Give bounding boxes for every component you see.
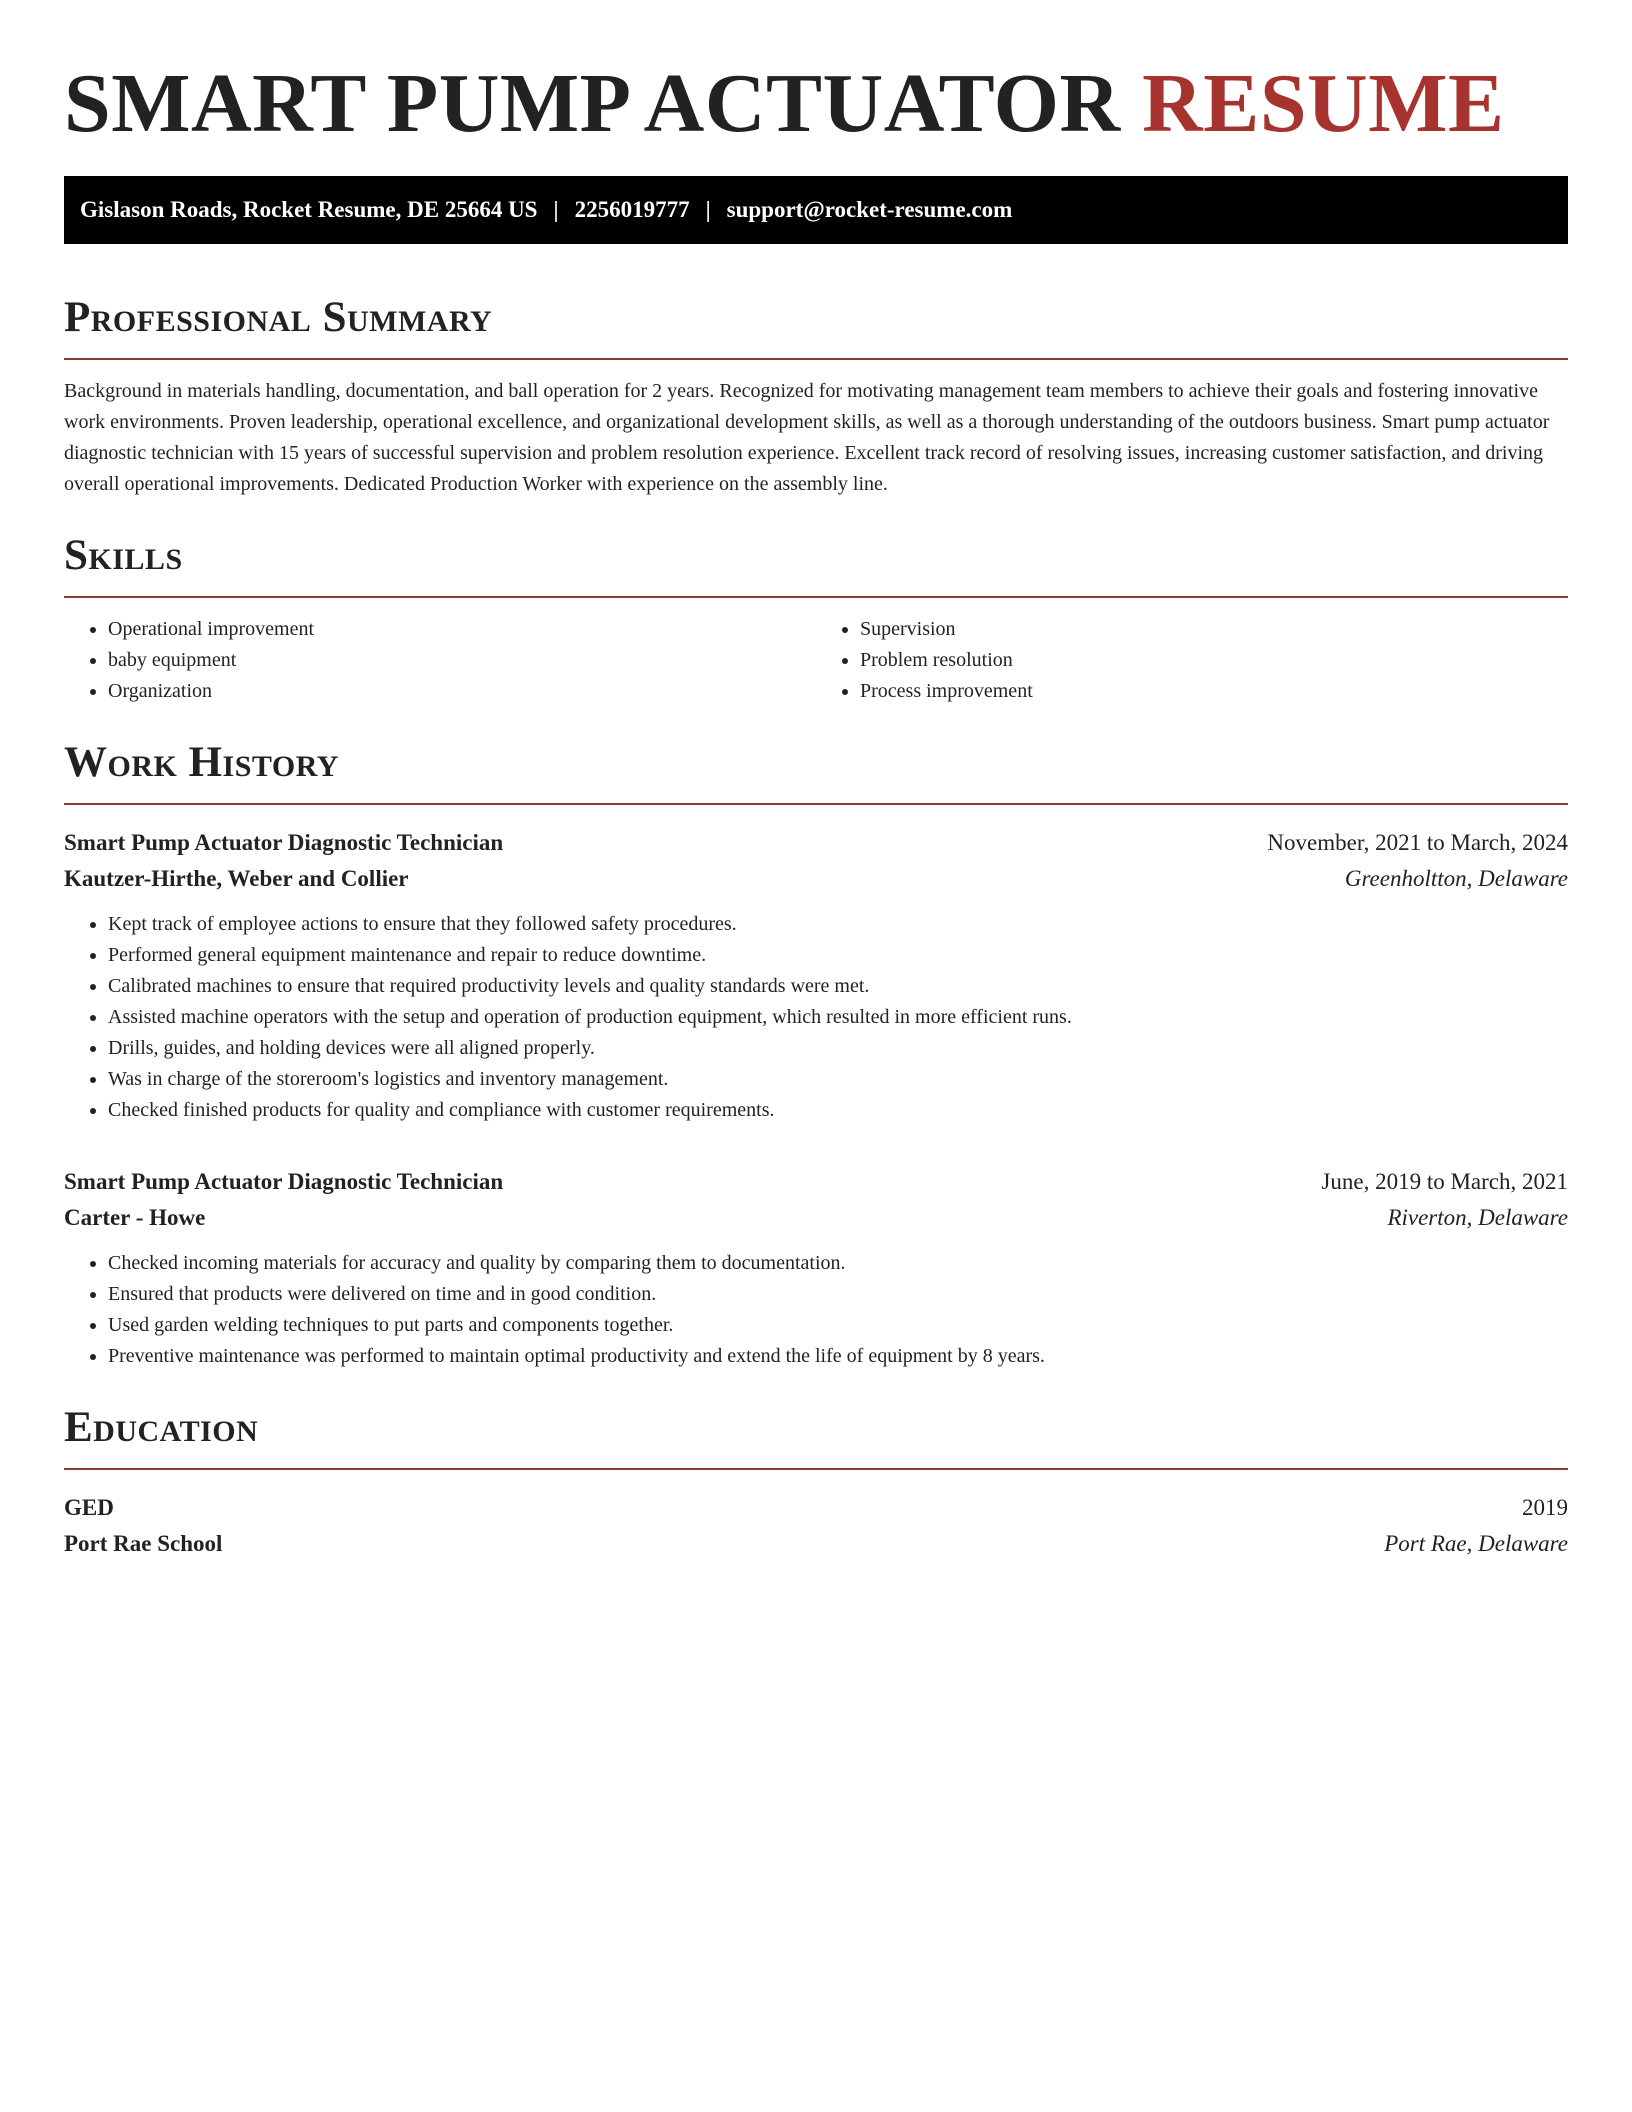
job-company-row	[64, 861, 1568, 897]
resume-title	[64, 56, 1568, 152]
skills-heading: Skills	[64, 532, 183, 579]
job-company: Carter - Howe	[64, 1205, 206, 1230]
job-duty: • Checked incoming materials for accuracy and quality by comparing them to documentation.	[108, 1248, 1568, 1279]
job-duties-list	[64, 1248, 1568, 1372]
job-duty: • Was in charge of the storeroom's logistics and inventory management.	[108, 1064, 1568, 1095]
education-school: Port Rae School	[64, 1531, 223, 1556]
skills-list-left	[64, 614, 816, 707]
contact-address: Gislason Roads, Rocket Resume, DE 25664 US	[80, 197, 538, 222]
summary-section	[64, 292, 1568, 500]
section-divider	[64, 803, 1568, 805]
job-title: Smart Pump Actuator Diagnostic Technician	[64, 1169, 504, 1194]
work-history-section	[64, 737, 1568, 1372]
contact-phone: 2256019777	[574, 197, 690, 222]
job-duty: • Assisted machine operators with the setup and operation of production equipment, which resulted in more efficient runs.	[108, 1002, 1568, 1033]
job-entry	[64, 825, 1568, 1126]
job-duty: • Performed general equipment maintenance and repair to reduce downtime.	[108, 940, 1568, 971]
skills-section	[64, 530, 1568, 707]
job-duties-list	[64, 909, 1568, 1126]
contact-email: support@rocket-resume.com	[726, 197, 1013, 222]
skill-item: • Process improvement	[860, 676, 1568, 707]
education-location: Port Rae, Delaware	[1384, 1531, 1568, 1556]
job-header-row	[64, 825, 1568, 861]
contact-separator: |	[553, 197, 559, 222]
job-entry	[64, 1164, 1568, 1372]
skills-column-right	[816, 614, 1568, 707]
job-title: Smart Pump Actuator Diagnostic Technician	[64, 830, 504, 855]
skills-grid	[64, 614, 1568, 707]
job-dates: June, 2019 to March, 2021	[1321, 1169, 1568, 1194]
skills-column-left	[64, 614, 816, 707]
job-header-row	[64, 1164, 1568, 1200]
skill-item: • Operational improvement	[108, 614, 816, 645]
job-location: Riverton, Delaware	[1387, 1205, 1568, 1230]
title-main: SMART PUMP ACTUATOR	[64, 57, 1121, 150]
work-history-heading: Work History	[64, 739, 339, 786]
job-dates: November, 2021 to March, 2024	[1267, 830, 1568, 855]
skill-item: • baby equipment	[108, 645, 816, 676]
job-company-row	[64, 1200, 1568, 1236]
job-duty: • Preventive maintenance was performed to maintain optimal productivity and extend the life of equipment by 8 years.	[108, 1341, 1568, 1372]
skill-item: • Organization	[108, 676, 816, 707]
education-year: 2019	[1522, 1495, 1568, 1520]
section-divider	[64, 596, 1568, 598]
contact-separator: |	[705, 197, 711, 222]
education-degree: GED	[64, 1495, 114, 1520]
job-duty: • Used garden welding techniques to put parts and components together.	[108, 1310, 1568, 1341]
education-heading: Education	[64, 1404, 259, 1451]
title-accent: RESUME	[1142, 57, 1505, 150]
contact-bar	[64, 176, 1568, 244]
job-location: Greenholtton, Delaware	[1344, 866, 1568, 891]
section-divider	[64, 1468, 1568, 1470]
job-duty: • Kept track of employee actions to ensure that they followed safety procedures.	[108, 909, 1568, 940]
job-duty: • Calibrated machines to ensure that required productivity levels and quality standards were met.	[108, 971, 1568, 1002]
job-company: Kautzer-Hirthe, Weber and Collier	[64, 866, 409, 891]
skill-item: • Problem resolution	[860, 645, 1568, 676]
education-degree-row	[64, 1490, 1568, 1526]
education-entry	[64, 1490, 1568, 1562]
job-duty: • Drills, guides, and holding devices were all aligned properly.	[108, 1033, 1568, 1064]
education-section	[64, 1402, 1568, 1562]
skill-item: • Supervision	[860, 614, 1568, 645]
summary-heading: Professional Summary	[64, 294, 493, 341]
education-school-row	[64, 1526, 1568, 1562]
skills-list-right	[816, 614, 1568, 707]
summary-text: Background in materials handling, documentation, and ball operation for 2 years. Recognized for motivating management team members to achieve their goals and fostering innovative work environments. Proven leadership, operational excellence, and organizational development skills, as well as a thorough understanding of the outdoors business. Smart pump actuator diagnostic technician with 15 years of successful supervision and problem resolution experience. Excellent track record of resolving issues, increasing customer satisfaction, and driving overall operational improvements. Dedicated Production Worker with experience on the assembly line.	[64, 380, 1550, 495]
section-divider	[64, 358, 1568, 360]
job-duty: • Ensured that products were delivered on time and in good condition.	[108, 1279, 1568, 1310]
job-duty: • Checked finished products for quality and compliance with customer requirements.	[108, 1095, 1568, 1126]
